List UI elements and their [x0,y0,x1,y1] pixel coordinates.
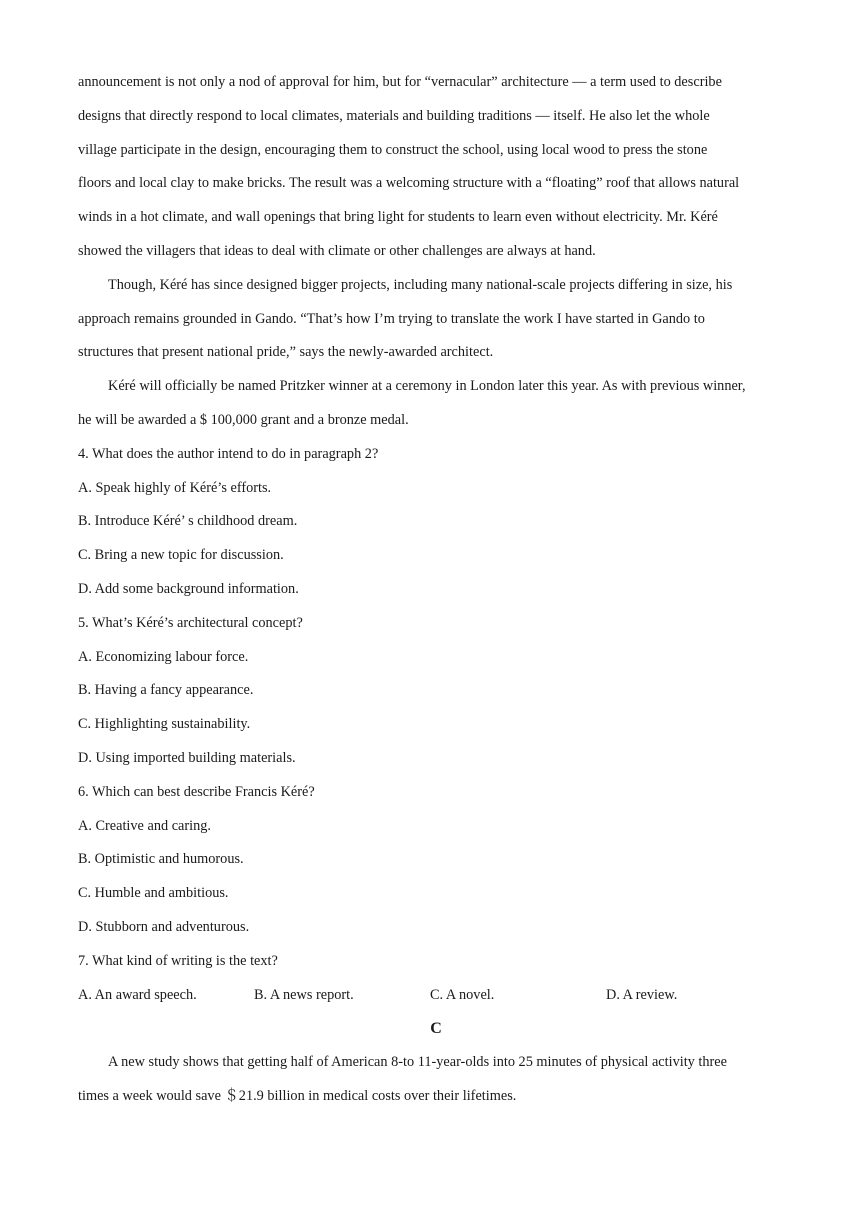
text-line: times a week would save ＄21.9 billion in medical costs over their lifetimes. [78,1087,517,1104]
text-line: designs that directly respond to local climates, materials and building traditions — itself. He also let the whole [78,107,710,124]
answer-option: D. Using imported building materials. [78,749,296,766]
text-line: A new study shows that getting half of American 8-to 11-year-olds into 25 minutes of physical activity three [108,1054,727,1071]
question-stem: 4. What does the author intend to do in paragraph 2? [78,445,379,462]
text-line: approach remains grounded in Gando. “That’s how I’m trying to translate the work I have started in Gando to [78,310,705,327]
answer-option: A. Speak highly of Kéré’s efforts. [78,479,272,496]
answer-option: B. Introduce Kéré’ s childhood dream. [78,513,298,530]
answer-option: A. Economizing labour force. [78,648,249,665]
question-7 [78,945,794,1013]
answer-option: D. Stubborn and adventurous. [78,918,250,935]
answer-option: B. Optimistic and humorous. [78,851,244,868]
question-stem: 6. Which can best describe Francis Kéré? [78,783,315,800]
answer-options-row [78,979,794,1013]
text-line: he will be awarded a $ 100,000 grant and a bronze medal. [78,411,409,428]
text-line: Though, Kéré has since designed bigger projects, including many national-scale projects differing in size, his [108,276,733,293]
text-line: floors and local clay to make bricks. The result was a welcoming structure with a “floating” roof that allows natural [78,175,740,192]
text-line: structures that present national pride,” says the newly-awarded architect. [78,344,494,361]
answer-option: A. An award speech. [78,986,197,1003]
question-6 [78,776,794,945]
passage-b-paragraph-3 [78,370,794,438]
answer-option: A. Creative and caring. [78,817,211,834]
passage-b-paragraph-1 [78,66,794,269]
answer-option: C. Highlighting sustainability. [78,716,251,733]
text-line: showed the villagers that ideas to deal with climate or other challenges are always at hand. [78,242,596,259]
document-page [78,66,794,1114]
text-line: village participate in the design, encouraging them to construct the school, using local wood to press the stone [78,141,708,158]
text-line: announcement is not only a nod of approval for him, but for “vernacular” architecture — a term used to describe [78,74,722,90]
question-stem: 5. What’s Kéré’s architectural concept? [78,614,303,631]
answer-option: D. A review. [606,986,678,1003]
answer-option: B. Having a fancy appearance. [78,682,254,699]
answer-option: C. Humble and ambitious. [78,885,229,902]
answer-option: C. Bring a new topic for discussion. [78,547,284,564]
section-heading: C [430,1020,442,1038]
text-line: winds in a hot climate, and wall openings that bring light for students to learn even without electricity. Mr. Kéré [78,209,718,226]
text-line: Kéré will officially be named Pritzker winner at a ceremony in London later this year. As with previous winner, [108,378,746,395]
answer-option: D. Add some background information. [78,580,299,597]
answer-option: C. A novel. [430,986,495,1003]
question-stem: 7. What kind of writing is the text? [78,952,278,969]
passage-c-paragraph-1 [78,1046,794,1114]
passage-b-paragraph-2 [78,269,794,370]
answer-option: B. A news report. [254,986,354,1003]
question-5 [78,607,794,776]
question-4 [78,438,794,607]
